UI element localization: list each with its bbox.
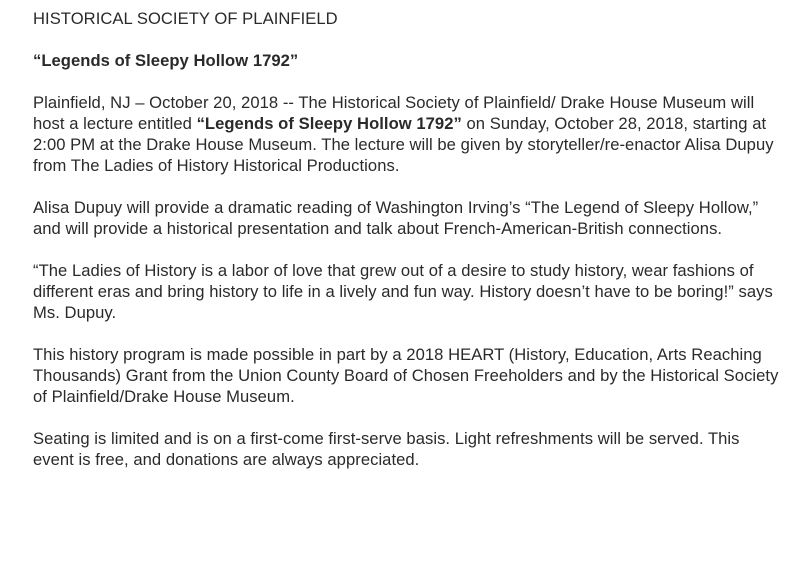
- paragraph-program-description: Alisa Dupuy will provide a dramatic reading of Washington Irving’s “The Legend of Sleepy Hollow,” and will provide a historical presentation and talk about French-American-British connections.: [33, 198, 759, 238]
- announcement-text-start: Plainfield, NJ – October 20, 2018 -- The Historical Society of Plainfield/ Drake House Museum will host a lecture entitled: [33, 93, 755, 133]
- paragraph-announcement: [33, 92, 780, 176]
- announcement-bold-title: “Legends of Sleepy Hollow 1792”: [196, 114, 462, 133]
- event-title: “Legends of Sleepy Hollow 1792”: [33, 51, 299, 70]
- paragraph-seating: Seating is limited and is on a first-come first-serve basis. Light refreshments will be served. This event is free, and donations are always appreciated.: [33, 429, 740, 469]
- paragraph-funding: This history program is made possible in part by a 2018 HEART (History, Education, Arts Reaching Thousands) Grant from the Union County Board of Chosen Freeholders and by the Historical Society of Plainfield/Drake House Museum.: [33, 345, 779, 406]
- paragraph-quote: “The Ladies of History is a labor of love that grew out of a desire to study history, wear fashions of different eras and bring history to life in a lively and fun way. History doesn’t have to be boring!” says Ms. Dupuy.: [33, 261, 773, 322]
- announcement-text-end: on Sunday, October 28, 2018, starting at 2:00 PM at the Drake House Museum. The lecture will be given by storyteller/re-enactor Alisa Dupuy from The Ladies of History Historical Productions.: [33, 114, 774, 175]
- organization-heading: HISTORICAL SOCIETY OF PLAINFIELD: [33, 9, 338, 28]
